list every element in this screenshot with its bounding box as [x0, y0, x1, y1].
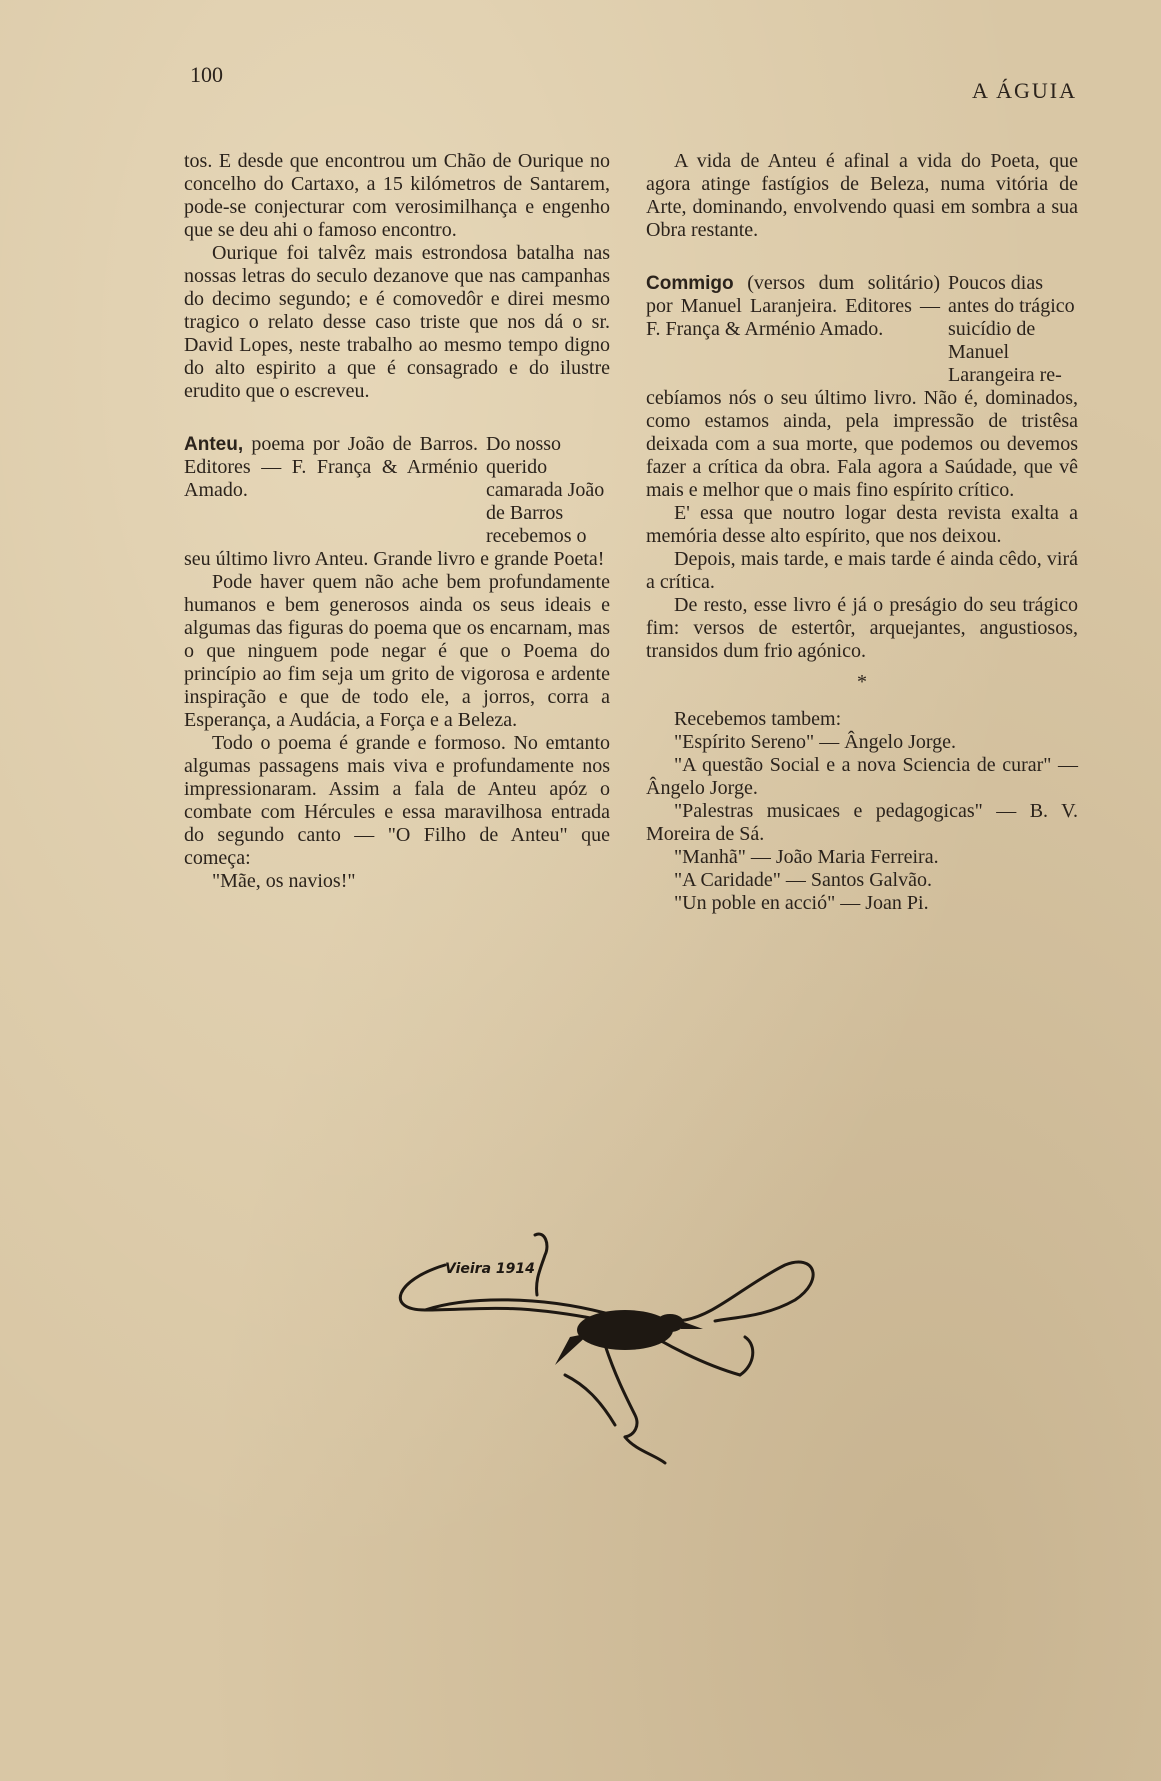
right-paragraph-1: A vida de Anteu é afinal a vida do Poeta, que agora atinge fastígios de Beleza, numa vitória de Arte, dominando, envolvendo quasi em sombra a sua Obra restante.	[646, 150, 1078, 241]
review-anteu-title: Anteu,	[184, 434, 244, 455]
left-paragraph-1: tos. E desde que encontrou um Chão de Ourique no concelho do Cartaxo, a 15 kilómetros de Santarem, pode-se conjecturar com verosimilhança e engenho que se deu ahi o famoso encontro.	[184, 150, 610, 241]
review-anteu	[184, 433, 610, 571]
left-paragraph-5: Todo o poema é grande e formoso. No emtanto algumas passagens mais viva e profundamente nos impressionaram. Assim a fala de Anteu apóz o combate com Hércules e essa maravilhosa entrada do segundo canto — "O Filho de Anteu" que começa:	[184, 732, 610, 869]
running-head: A ÁGUIA	[971, 78, 1077, 103]
page-number: 100	[190, 62, 223, 87]
also-received-heading: Recebemos tambem:	[674, 708, 842, 730]
left-paragraph-3: seu último livro Anteu. Grande livro e grande Poeta!	[184, 548, 605, 570]
review-commigo-side-text: Poucos dias antes do trágico suicídio de Manuel Larangeira re-	[948, 272, 1075, 386]
received-item-5: "A Caridade" — Santos Galvão.	[674, 869, 932, 891]
right-column	[646, 150, 1078, 915]
received-item-3: "Palestras musicaes e pedagogicas" — B. V. Moreira de Sá.	[646, 800, 1078, 845]
left-column	[184, 150, 610, 893]
right-paragraph-3: E' essa que noutro logar desta revista exalta a memória desse alto espírito, que nos deixou.	[646, 502, 1078, 547]
review-commigo	[646, 272, 1078, 502]
received-item-1: "Espírito Sereno" — Ângelo Jorge.	[674, 731, 957, 753]
received-item-6: "Un poble en acció" — Joan Pi.	[674, 892, 929, 914]
ornament-signature: Vieira 1914	[445, 1261, 535, 1277]
review-commigo-intro: (versos dum solitário) por Manuel Laranjeira. Editores — F. França & Arménio Amado.	[646, 272, 941, 340]
right-paragraph-5: De resto, esse livro é já o preságio do seu trágico fim: versos de estertôr, arquejantes, angustiosos, transidos dum frio agónico.	[646, 594, 1078, 662]
left-paragraph-2: Ourique foi talvêz mais estrondosa batalha nas nossas letras do seculo dezanove que nas campanhas do decimo segundo; e é comovedôr e direi mesmo tragico o relato desse caso triste que nos dá o sr. David Lopes, neste trabalho ao mesmo tempo digno do alto espirito a que é consagrado e do ilustre erudito que o escreveu.	[184, 242, 610, 402]
received-item-4: "Manhã" — João Maria Ferreira.	[674, 846, 939, 868]
received-item-2: "A questão Social e a nova Sciencia de curar" — Ângelo Jorge.	[646, 754, 1078, 799]
review-anteu-side-text: Do nosso querido camarada João de Barros recebemos o	[486, 433, 605, 547]
left-paragraph-4: Pode haver quem não ache bem profundamente humanos e bem generosos ainda os seus ideais e algumas das figuras do poema que os encarnam, mas o que ninguem pode negar é que o Poema do princípio ao fim seja um grito de vigorosa e ardente inspiração e que de todo ele, a jorros, corra a Esperança, a Audácia, a Força e a Beleza.	[184, 571, 610, 731]
review-commigo-title: Commigo	[646, 273, 734, 294]
review-anteu-intro: poema por João de Barros. Editores — F. França & Arménio Amado.	[184, 433, 479, 501]
right-paragraph-2: cebíamos nós o seu último livro. Não é, dominados, como estamos ainda, pela impressão de tristêsa deixada com a sua morte, que podemos ou devemos fazer a crítica da obra. Fala agora a Saúdade, que vê mais e melhor que o mais fino espírito crítico.	[646, 387, 1078, 501]
left-paragraph-6: "Mãe, os navios!"	[212, 870, 356, 892]
right-paragraph-4: Depois, mais tarde, e mais tarde é ainda cêdo, virá a crítica.	[646, 548, 1078, 593]
eagle-ornament-icon	[385, 1225, 835, 1465]
section-separator: *	[857, 671, 867, 693]
